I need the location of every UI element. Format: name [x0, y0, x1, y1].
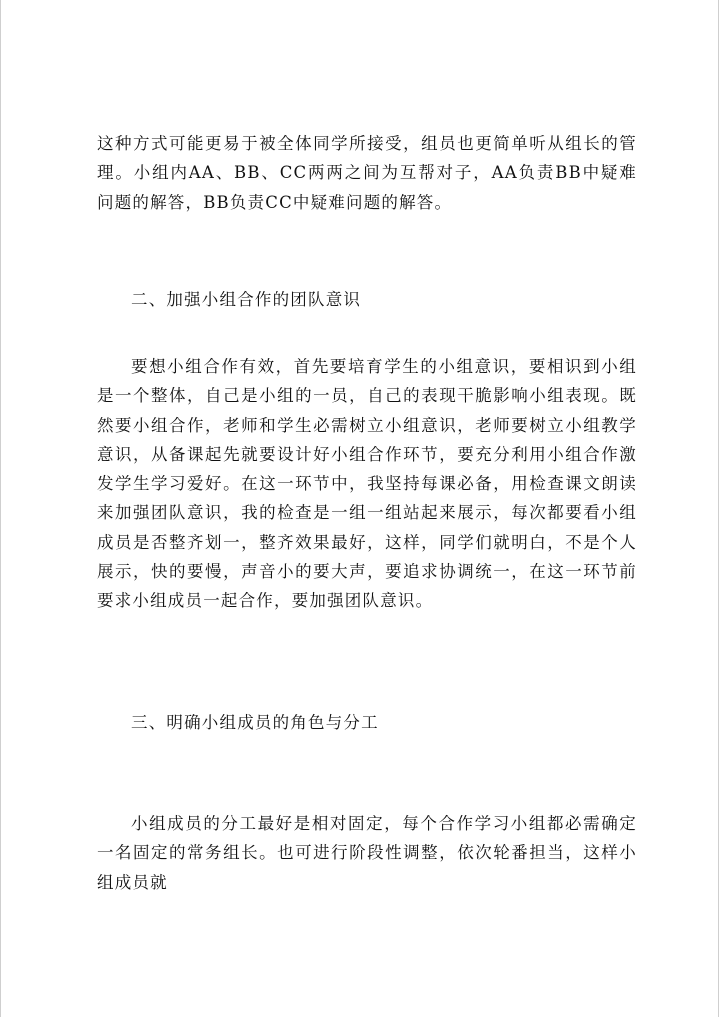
paragraph-team-awareness: 要想小组合作有效，首先要培育学生的小组意识，要相识到小组是一个整体，自己是小组的一员，自己的表现干脆影响小组表现。既然要小组合作，老师和学生必需树立小组意识，老师要树立小组教学意识，从备课起先就要设计好小组合作环节，要充分利用小组合作激发学生学习爱好。在这一环节中，我坚持每课必备，用检查课文朗读来加强团队意识，我的检查是一组一组站起来展示，每次都要看小组成员是否整齐划一，整齐效果最好，这样，同学们就明白，不是个人展示，快的要慢，声音小的要大声，要追求协调统一，在这一环节前要求小组成员一起合作，要加强团队意识。: [97, 357, 637, 611]
section-heading-3: 三、明确小组成员的角色与分工: [131, 713, 379, 732]
section-heading-2: 二、加强小组合作的团队意识: [131, 290, 362, 309]
paragraph-roles: 小组成员的分工最好是相对固定，每个合作学习小组都必需确定一名固定的常务组长。也可进行阶段性调整，依次轮番担当，这样小组成员就: [97, 814, 637, 892]
paragraph-continuation: 这种方式可能更易于被全体同学所接受，组员也更简单听从组长的管理。小组内AA、BB、CC两两之间为互帮对子，AA负责BB中疑难问题的解答，BB负责CC中疑难问题的解答。: [97, 134, 637, 212]
